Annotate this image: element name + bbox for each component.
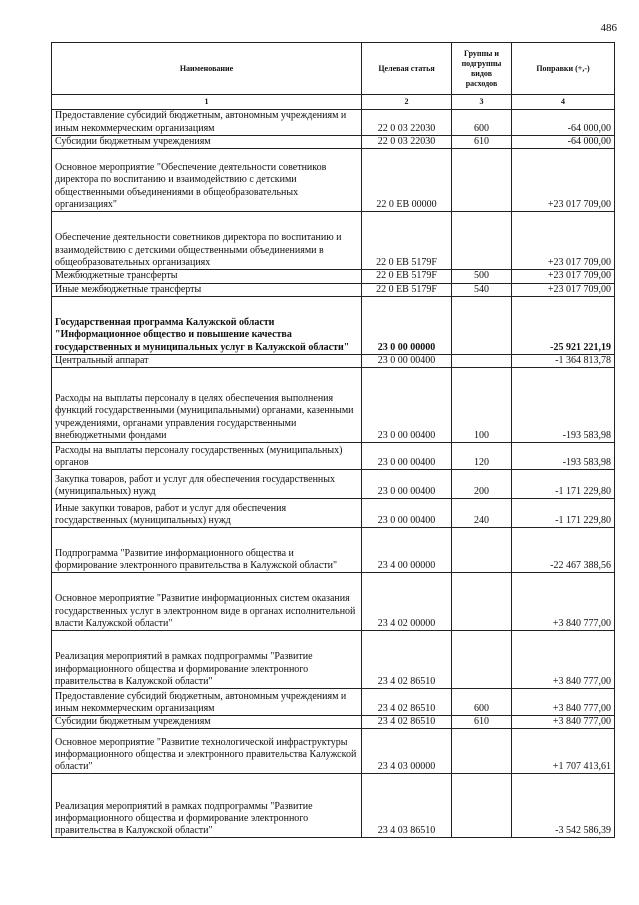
row-amount: -64 000,00	[512, 110, 615, 136]
table-row	[52, 499, 615, 528]
table-row	[52, 573, 615, 631]
table-row	[52, 110, 615, 136]
row-name: Субсидии бюджетным учреждениям	[52, 136, 362, 149]
row-amount: +23 017 709,00	[512, 212, 615, 270]
row-name: Основное мероприятие "Развитие информационных систем оказания государственных услуг в электронном виде в органах исполнительной власти Калужской области"	[52, 573, 362, 631]
row-group	[452, 631, 512, 689]
row-name: Центральный аппарат	[52, 354, 362, 367]
row-code: 22 0 EB 5179F	[362, 283, 452, 296]
row-name: Субсидии бюджетным учреждениям	[52, 716, 362, 729]
table-row	[52, 212, 615, 270]
table-row	[52, 270, 615, 283]
row-name: Реализация мероприятий в рамках подпрограммы "Развитие информационного общества и формирование электронного правительства в Калужской области"	[52, 774, 362, 838]
row-amount: -1 171 229,80	[512, 470, 615, 499]
row-group	[452, 774, 512, 838]
row-amount: -22 467 388,56	[512, 528, 615, 573]
header-row	[52, 43, 615, 95]
table-row	[52, 283, 615, 296]
row-group	[452, 354, 512, 367]
row-amount: -193 583,98	[512, 368, 615, 443]
header-amendment: Поправки (+,-)	[512, 43, 615, 95]
row-amount: -1 364 813,78	[512, 354, 615, 367]
table-row	[52, 149, 615, 212]
table-row	[52, 528, 615, 573]
table-row	[52, 631, 615, 689]
row-code: 22 0 EB 5179F	[362, 270, 452, 283]
row-amount: +23 017 709,00	[512, 149, 615, 212]
row-group: 240	[452, 499, 512, 528]
table-row	[52, 136, 615, 149]
row-amount: +1 707 413,61	[512, 729, 615, 774]
column-number-row	[52, 95, 615, 110]
column-number-2: 2	[362, 95, 452, 110]
table-row	[52, 296, 615, 354]
row-amount: -3 542 586,39	[512, 774, 615, 838]
row-name: Межбюджетные трансферты	[52, 270, 362, 283]
row-name: Подпрограмма "Развитие информационного общества и формирование электронного правительства в Калужской области"	[52, 528, 362, 573]
row-amount: +3 840 777,00	[512, 573, 615, 631]
row-amount: -64 000,00	[512, 136, 615, 149]
row-code: 22 0 03 22030	[362, 136, 452, 149]
column-number-4: 4	[512, 95, 615, 110]
row-name: Государственная программа Калужской области "Информационное общество и повышение качества государственных и муниципальных услуг в Калужской области"	[52, 296, 362, 354]
row-group: 540	[452, 283, 512, 296]
row-code: 23 0 00 00400	[362, 499, 452, 528]
table-row	[52, 354, 615, 367]
row-code: 23 0 00 00400	[362, 443, 452, 470]
row-name: Предоставление субсидий бюджетным, автономным учреждениям и иным некоммерческим организациям	[52, 110, 362, 136]
row-code: 23 4 02 86510	[362, 631, 452, 689]
row-name: Реализация мероприятий в рамках подпрограммы "Развитие информационного общества и формирование электронного правительства в Калужской области"	[52, 631, 362, 689]
row-group	[452, 573, 512, 631]
row-amount: -1 171 229,80	[512, 499, 615, 528]
row-code: 23 0 00 00000	[362, 296, 452, 354]
table-row	[52, 729, 615, 774]
header-group: Группы и подгруппы видов расходов	[452, 43, 512, 95]
column-number-1: 1	[52, 95, 362, 110]
table-row	[52, 368, 615, 443]
row-code: 22 0 EB 5179F	[362, 212, 452, 270]
row-name: Предоставление субсидий бюджетным, автономным учреждениям и иным некоммерческим организациям	[52, 689, 362, 716]
row-code: 23 4 03 00000	[362, 729, 452, 774]
row-code: 23 0 00 00400	[362, 368, 452, 443]
row-group: 200	[452, 470, 512, 499]
row-name: Расходы на выплаты персоналу государственных (муниципальных) органов	[52, 443, 362, 470]
row-code: 22 0 03 22030	[362, 110, 452, 136]
row-name: Расходы на выплаты персоналу в целях обеспечения выполнения функций государственными (муниципальными) органами, казенными учреждениями, органами управления государственными внебюджетными фондами	[52, 368, 362, 443]
row-code: 23 0 00 00400	[362, 470, 452, 499]
row-group: 120	[452, 443, 512, 470]
row-group	[452, 528, 512, 573]
row-group	[452, 149, 512, 212]
column-number-3: 3	[452, 95, 512, 110]
budget-table	[51, 42, 615, 838]
page-number: 486	[600, 22, 617, 34]
row-name: Основное мероприятие "Развитие технологической инфраструктуры информационного общества и электронного правительства Калужской области"	[52, 729, 362, 774]
row-amount: -193 583,98	[512, 443, 615, 470]
row-code: 23 4 02 00000	[362, 573, 452, 631]
row-group: 610	[452, 716, 512, 729]
row-code: 23 4 00 00000	[362, 528, 452, 573]
row-amount: -25 921 221,19	[512, 296, 615, 354]
row-group: 600	[452, 110, 512, 136]
row-group: 500	[452, 270, 512, 283]
row-name: Основное мероприятие "Обеспечение деятельности советников директора по воспитанию и взаимодействию с детскими общественными объединениями в общеобразовательных организациях"	[52, 149, 362, 212]
row-name: Обеспечение деятельности советников директора по воспитанию и взаимодействию с детскими общественными объединениями в общеобразовательных организациях	[52, 212, 362, 270]
row-amount: +3 840 777,00	[512, 631, 615, 689]
header-code: Целевая статья	[362, 43, 452, 95]
row-amount: +3 840 777,00	[512, 689, 615, 716]
table-row	[52, 774, 615, 838]
row-group	[452, 729, 512, 774]
row-code: 23 4 02 86510	[362, 689, 452, 716]
table-row	[52, 689, 615, 716]
row-code: 22 0 EB 00000	[362, 149, 452, 212]
row-group: 610	[452, 136, 512, 149]
row-group: 100	[452, 368, 512, 443]
row-code: 23 4 02 86510	[362, 716, 452, 729]
row-group	[452, 296, 512, 354]
header-name: Наименование	[52, 43, 362, 95]
row-amount: +3 840 777,00	[512, 716, 615, 729]
row-name: Иные межбюджетные трансферты	[52, 283, 362, 296]
row-amount: +23 017 709,00	[512, 283, 615, 296]
row-group: 600	[452, 689, 512, 716]
row-group	[452, 212, 512, 270]
row-amount: +23 017 709,00	[512, 270, 615, 283]
row-code: 23 4 03 86510	[362, 774, 452, 838]
table-row	[52, 716, 615, 729]
table-row	[52, 443, 615, 470]
row-name: Закупка товаров, работ и услуг для обеспечения государственных (муниципальных) нужд	[52, 470, 362, 499]
row-code: 23 0 00 00400	[362, 354, 452, 367]
table-row	[52, 470, 615, 499]
row-name: Иные закупки товаров, работ и услуг для обеспечения государственных (муниципальных) нужд	[52, 499, 362, 528]
